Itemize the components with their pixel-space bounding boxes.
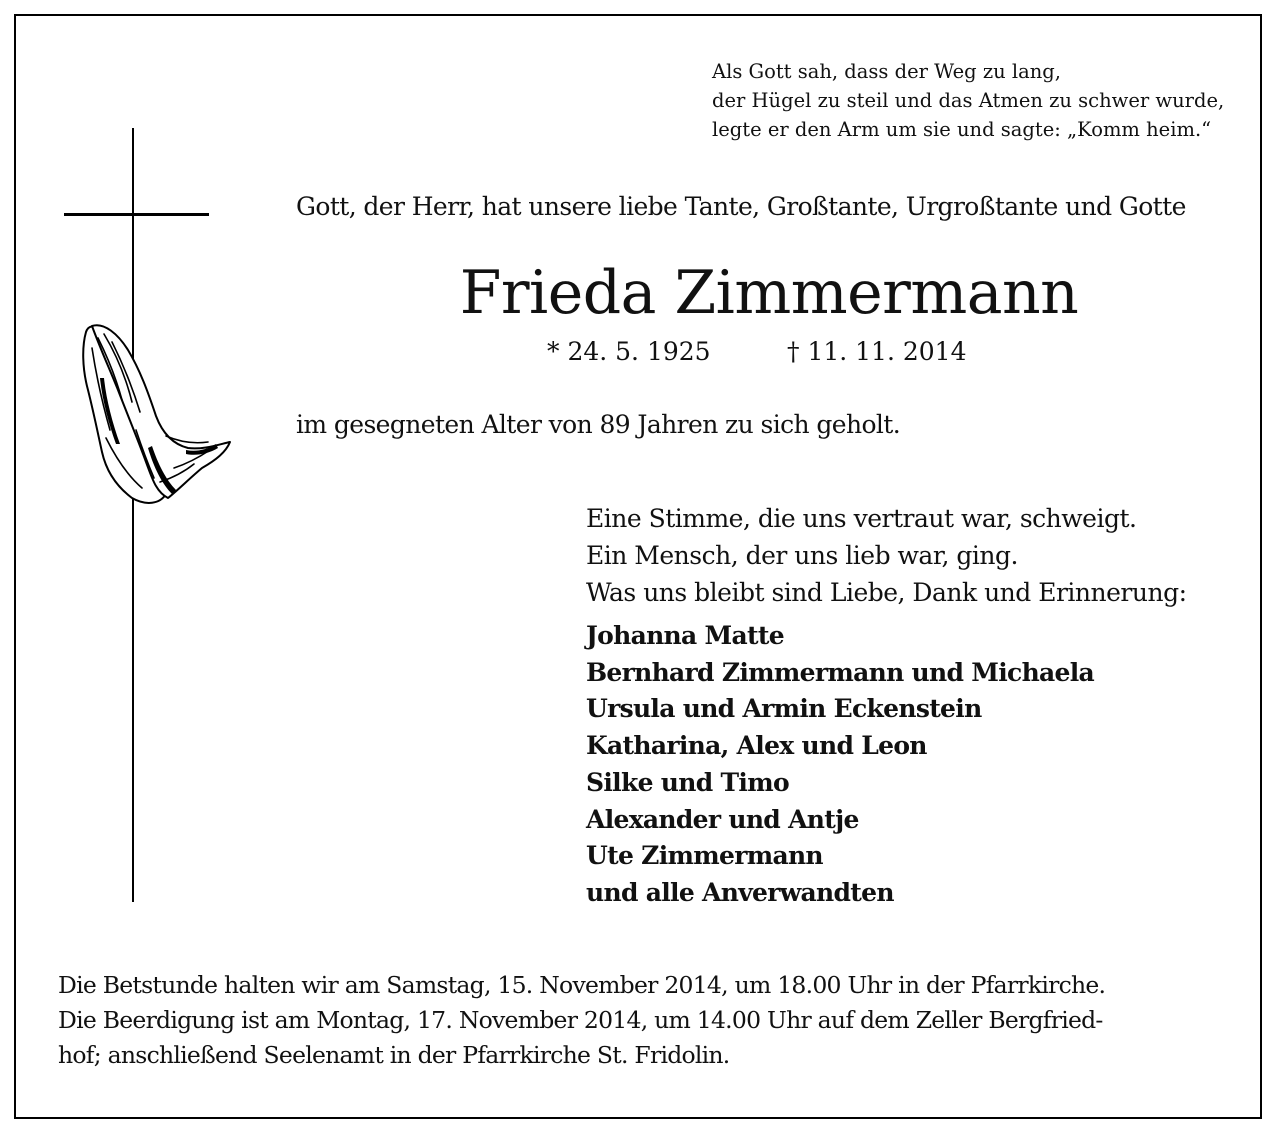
deceased-name: Frieda Zimmermann [459, 258, 1079, 328]
birth-date: * 24. 5. 1925 [547, 337, 711, 366]
service-line: hof; anschließend Seelenamt in der Pfarrkirche St. Fridolin. [58, 1041, 730, 1069]
motto-line: der Hügel zu steil und das Atmen zu schwer wurde, [712, 89, 1225, 112]
cross-icon [132, 128, 134, 902]
mourner-name: Bernhard Zimmermann und Michaela [586, 657, 1095, 687]
cross-bar [64, 213, 209, 216]
praying-hands-icon [76, 318, 236, 508]
memorial-verse [586, 500, 1187, 611]
mourner-name: Ursula und Armin Eckenstein [586, 694, 982, 724]
motto-line: legte er den Arm um sie und sagte: „Komm heim.“ [712, 118, 1212, 141]
mourner-name: Ute Zimmermann [586, 841, 823, 871]
mourner-name: Alexander und Antje [586, 804, 859, 834]
mourner-name: Silke und Timo [586, 767, 789, 797]
death-date: † 11. 11. 2014 [787, 337, 967, 366]
verse-line: Ein Mensch, der uns lieb war, ging. [586, 541, 1018, 570]
service-line: Die Beerdigung ist am Montag, 17. November 2014, um 14.00 Uhr auf dem Zeller Bergfried- [58, 1006, 1103, 1034]
age-text: im gesegneten Alter von 89 Jahren zu sich geholt. [296, 410, 901, 439]
mourner-name: Katharina, Alex und Leon [586, 731, 927, 761]
service-info [58, 968, 1105, 1073]
motto-poem [712, 57, 1224, 144]
verse-line: Was uns bleibt sind Liebe, Dank und Erinnerung: [586, 578, 1187, 607]
mourners-list [586, 618, 1094, 912]
service-line: Die Betstunde halten wir am Samstag, 15. November 2014, um 18.00 Uhr in der Pfarrkirche. [58, 971, 1106, 999]
mourner-name: und alle Anverwandten [586, 877, 894, 907]
motto-line: Als Gott sah, dass der Weg zu lang, [712, 60, 1061, 83]
intro-text: Gott, der Herr, hat unsere liebe Tante, Großtante, Urgroßtante und Gotte [296, 192, 1186, 221]
mourner-name: Johanna Matte [586, 621, 784, 650]
verse-line: Eine Stimme, die uns vertraut war, schweigt. [586, 504, 1137, 533]
